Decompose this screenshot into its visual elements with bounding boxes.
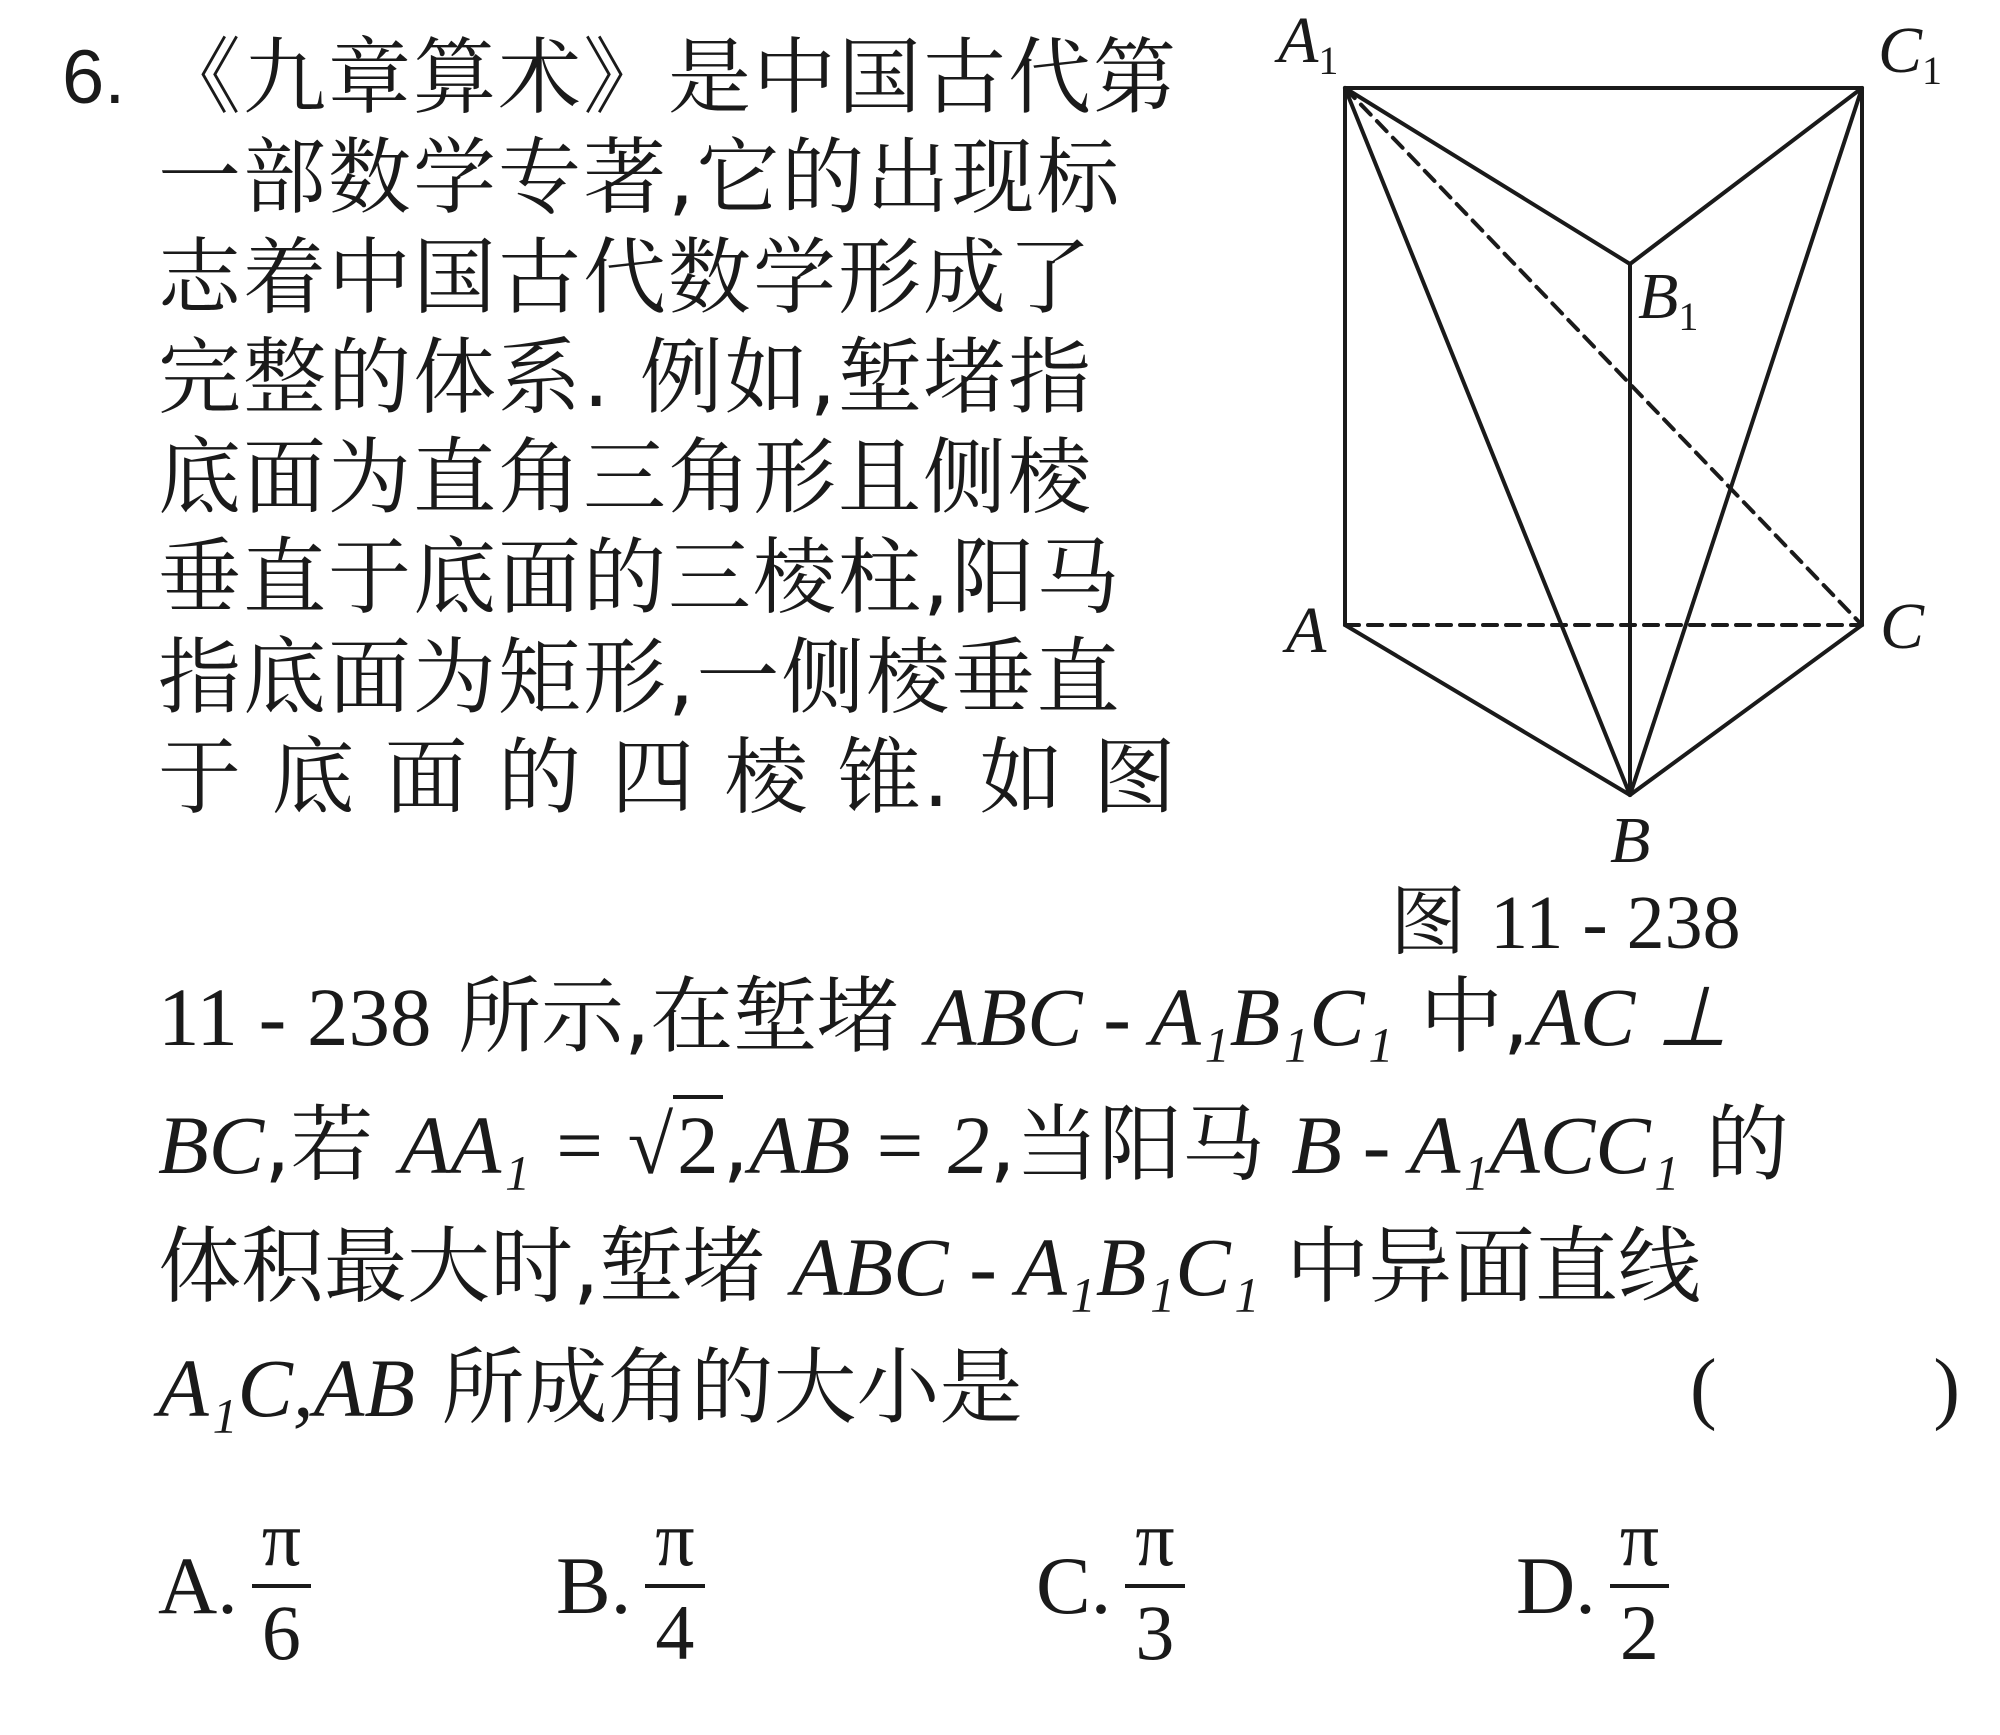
text-line-10 [158,1090,1958,1200]
sqrt-expression: √2 [628,1095,723,1191]
text-line-1: 《九章算术》是中国古代第 [158,29,1178,126]
answer-blank [1690,1333,1960,1443]
prism-name: ABC - A₁B₁C₁ [791,1221,1260,1313]
label-b: B [1610,804,1651,877]
option-letter: D. [1516,1540,1596,1631]
skew-lines: A₁C,AB [158,1342,416,1434]
text-line-8-char: 面 [384,729,470,826]
prism-name: ABC - A₁B₁C₁ [925,971,1394,1063]
answer-paren-close: ) [1933,1344,1960,1432]
figure-caption-number: 11 - 238 [1490,881,1741,965]
text-line-8-char: 四 [611,729,697,826]
figure-reference: 11 - 238 [158,971,432,1063]
option-fraction [645,1495,704,1676]
text-segment: , [722,1096,750,1193]
option-letter: C. [1036,1540,1112,1631]
text-segment: 所成角的大小是 [415,1339,1023,1436]
option-a[interactable] [158,1495,311,1676]
edge-c1-b [1630,88,1862,795]
option-b[interactable] [556,1495,705,1676]
text-line-8-char: 棱 [724,729,810,826]
text-line-8-char: 如 [979,729,1065,826]
text-line-5: 底面为直角三角形且侧棱 [158,429,1093,526]
fraction-numerator: π [645,1500,704,1588]
option-fraction [1610,1495,1669,1676]
text-segment: 的 [1679,1096,1789,1193]
label-a1: A1 [1278,4,1339,83]
sqrt-radicand: 2 [673,1095,723,1191]
text-line-8-char: 图 [1092,729,1178,826]
text-segment: ,当阳马 [989,1096,1292,1193]
edge-a1-b [1345,88,1630,795]
text-line-8-char: 锥. [837,729,952,826]
segment-bc: BC [158,1099,265,1191]
option-letter: A. [158,1540,238,1631]
text-segment: 体积最大时,堑堵 [158,1218,792,1315]
text-line-7: 指底面为矩形,一侧棱垂直 [158,629,1122,726]
option-d[interactable] [1516,1495,1669,1676]
text-line-2: 一部数学专著,它的出现标 [158,129,1122,226]
option-letter: B. [556,1540,632,1631]
ab-equation: AB = 2 [749,1099,990,1191]
text-line-3: 志着中国古代数学形成了 [158,229,1093,326]
text-segment: 中异面直线 [1259,1218,1701,1315]
edge-b1-c1 [1630,88,1862,264]
label-b1: B1 [1638,260,1699,339]
text-line-8-char: 的 [497,729,583,826]
fraction-denominator: 6 [261,1589,301,1676]
text-line-8-char: 底 [271,729,357,826]
prism-diagram [1250,0,1990,980]
text-line-8-char: 于 [158,729,243,826]
label-a: A [1286,594,1327,667]
fraction-denominator: 3 [1135,1589,1175,1676]
answer-options [158,1495,1958,1676]
option-fraction [1125,1495,1184,1676]
fraction-numerator: π [1610,1500,1669,1588]
text-line-11 [158,1212,1958,1322]
figure-caption-prefix: 图 [1390,877,1491,966]
edge-a-b [1345,625,1630,795]
prism-figure [1250,0,1990,980]
label-c: C [1880,590,1925,663]
text-line-8 [158,728,1178,828]
option-c[interactable] [1036,1495,1185,1676]
label-c1: C1 [1878,14,1943,93]
perpendicular-relation: AC ⊥ [1529,971,1729,1063]
figure-caption [1390,872,1741,973]
fraction-numerator: π [1125,1500,1184,1588]
text-segment: ,若 [264,1096,400,1193]
text-segment: 中, [1393,968,1530,1065]
aa1-equation: AA₁ = [399,1099,628,1191]
answer-paren-open: ( [1690,1344,1717,1432]
fraction-denominator: 4 [655,1589,695,1676]
hidden-edge-a1-c [1345,88,1862,625]
edge-b-c [1630,625,1862,795]
text-line-6: 垂直于底面的三棱柱,阳马 [158,529,1122,626]
problem-number: 6. [62,35,126,120]
text-line-12 [158,1333,1958,1443]
pyramid-name: B - A₁ACC₁ [1291,1099,1680,1191]
fraction-numerator: π [252,1500,311,1588]
fraction-denominator: 2 [1619,1589,1659,1676]
text-segment: 所示,在堑堵 [431,968,926,1065]
text-line-4: 完整的体系. 例如,堑堵指 [158,329,1094,426]
option-fraction [252,1495,311,1676]
